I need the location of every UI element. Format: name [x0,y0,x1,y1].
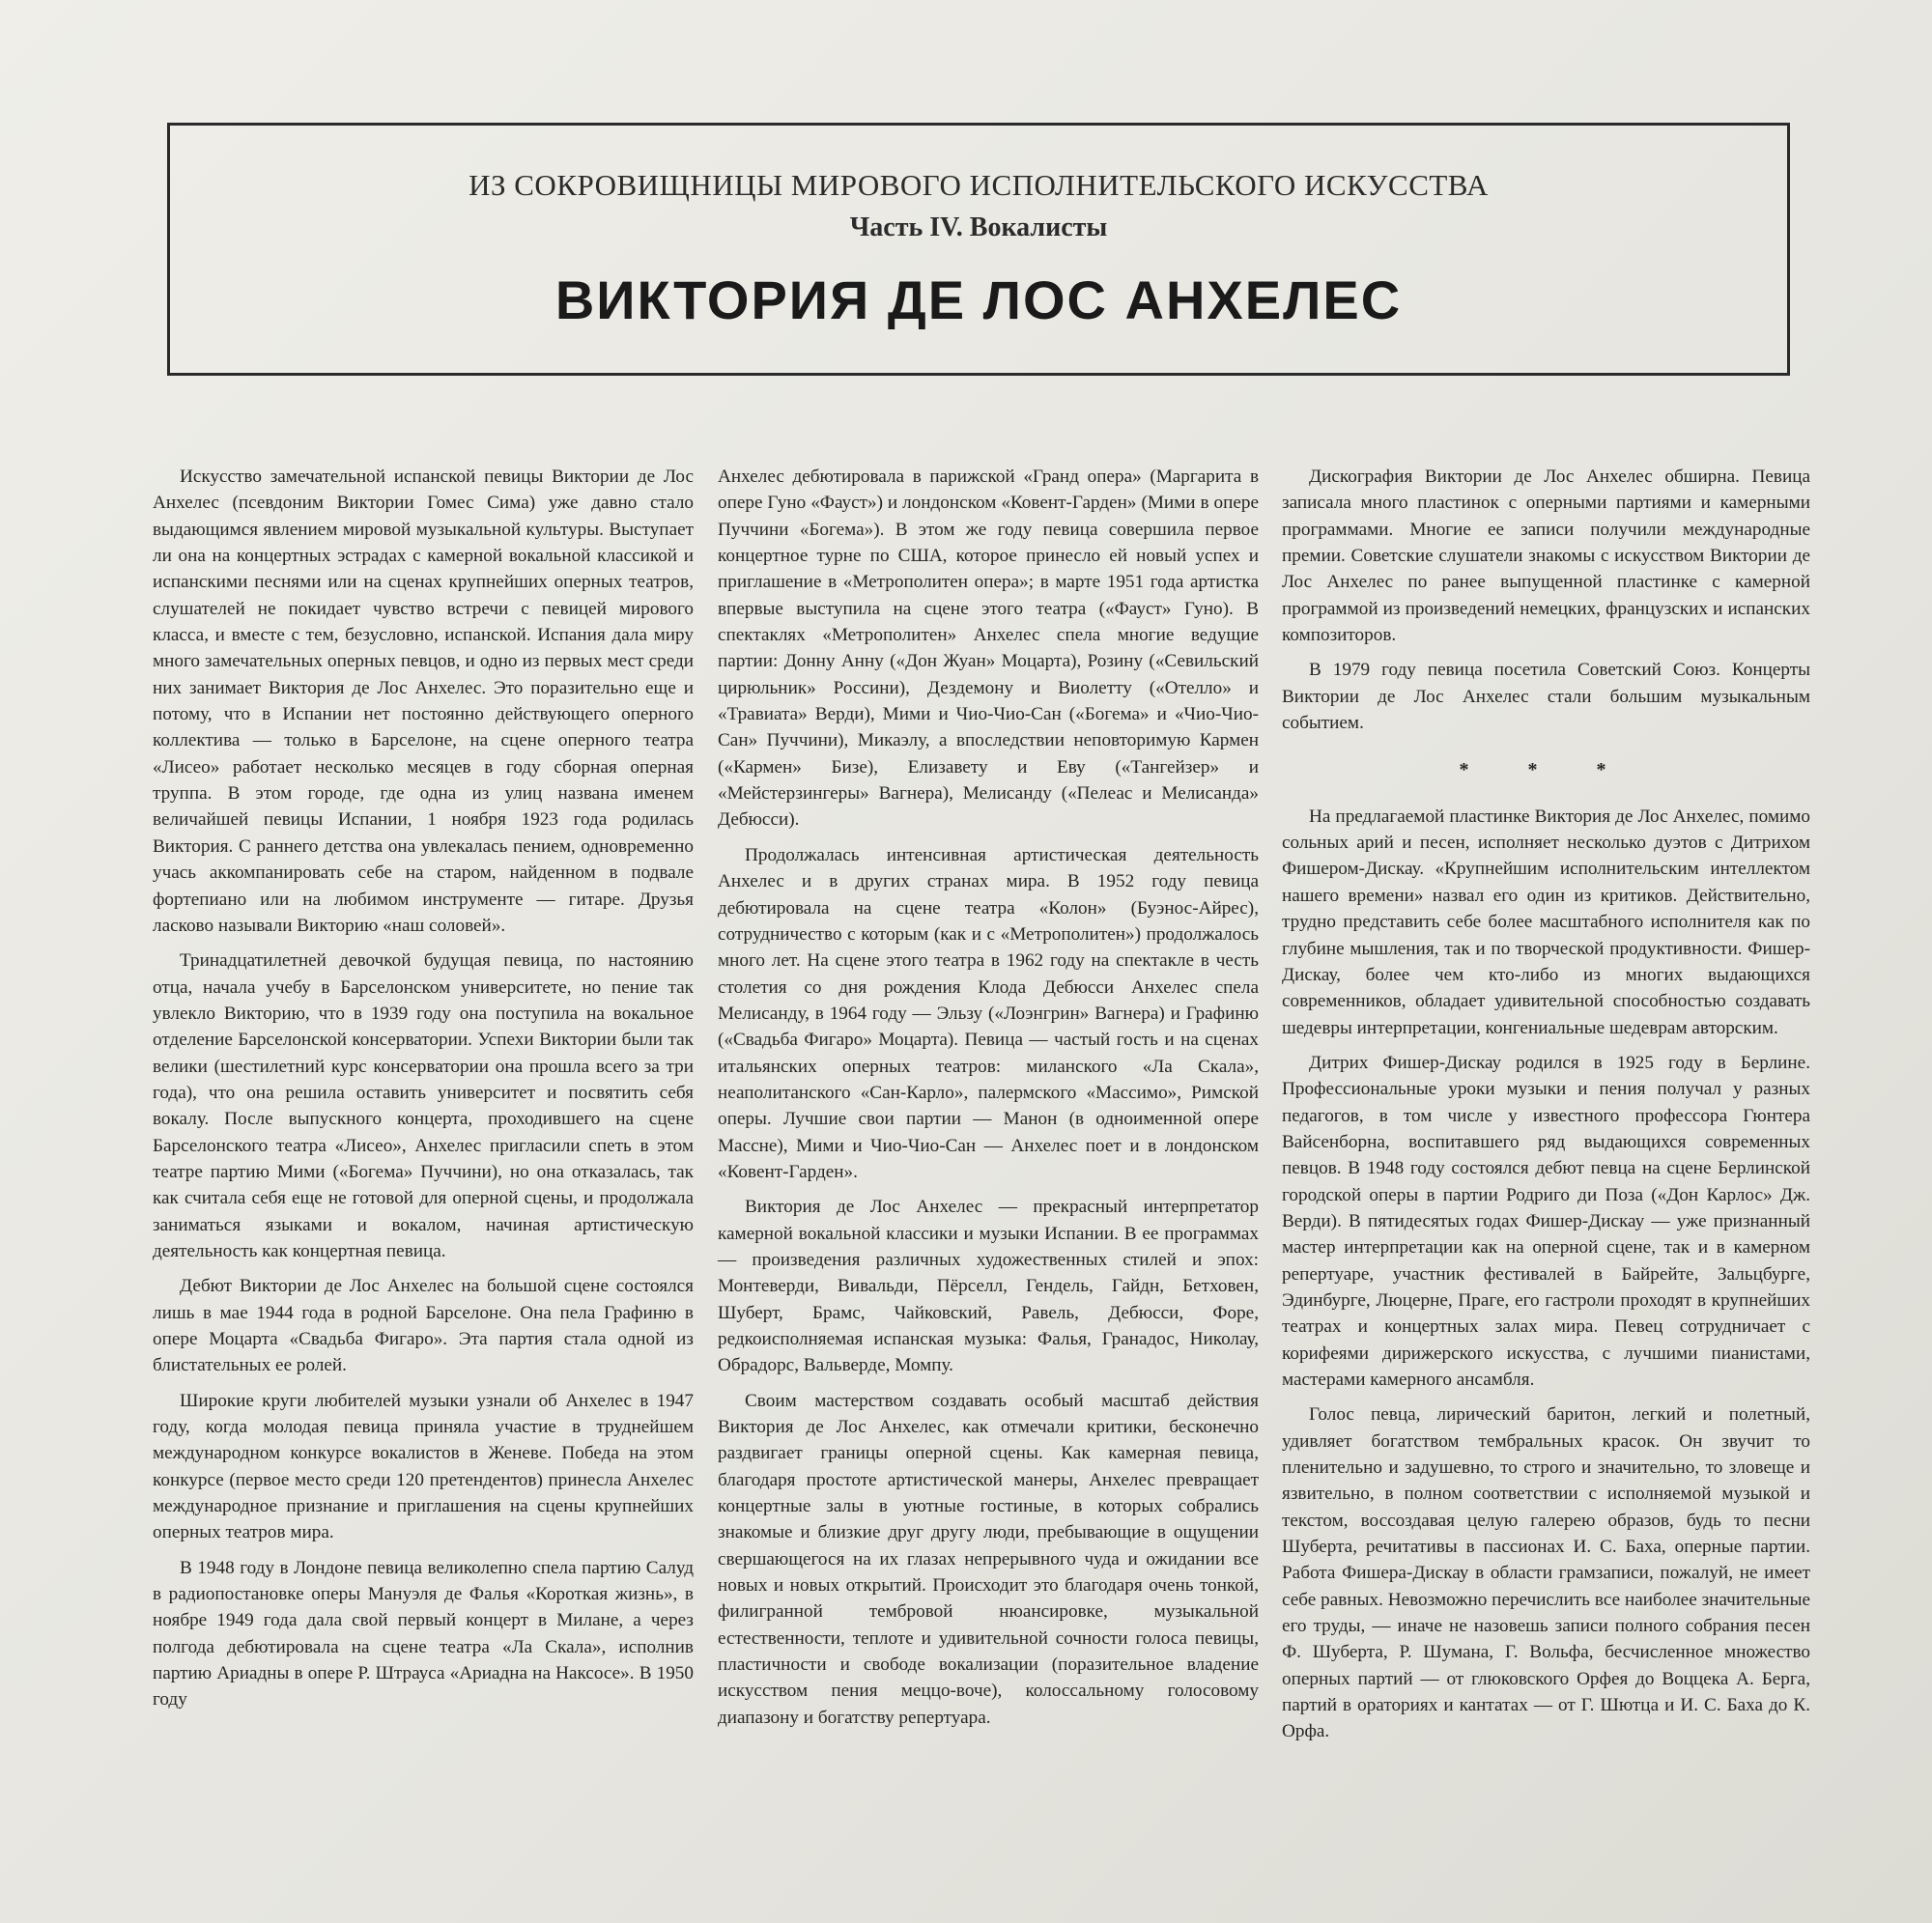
paragraph: Широкие круги любителей музыки узнали об Анхелес в 1947 году, когда молодая певица приняла участие в труднейшем международном конкурсе вокалистов в Женеве. Победа на этом конкурсе (первое место среди 120 претендентов) принесла Анхелес международное признание и приглашения на сцены крупнейших оперных театров мира. [153,1390,694,1543]
series-title: ИЗ СОКРОВИЩНИЦЫ МИРОВОГО ИСПОЛНИТЕЛЬСКОГО ИСКУССТВА [469,168,1489,202]
part-subtitle: Часть IV. Вокалисты [849,212,1108,242]
paragraph: Дитрих Фишер-Дискау родился в 1925 году в Берлине. Профессиональные уроки музыки и пения получал у разных педагогов, в том числе у известного профессора Гюнтера Вайсенборна, воспитавшего ряд выдающихся современных певцов. В 1948 году состоялся дебют певца на сцене Берлинской городской оперы в партии Родриго ди Поза («Дон Карлос» Дж. Верди). В пятидесятых годах Фишер-Дискау — уже признанный мастер интерпретации как на оперной сцене, так и в камерном репертуаре, участник фестивалей в Байрейте, Зальцбурге, Эдинбурге, Люцерне, Праге, его гастроли проходят в крупнейших театрах и концертных залах мира. Певец сотрудничает с корифеями дирижерского искусства, с лучшими пианистами, мастерами камерного ансамбля. [1282,1052,1810,1390]
text-column-1 [153,464,694,1722]
text-column-2 [718,464,1259,1739]
paragraph: Анхелес дебютировала в парижской «Гранд опера» (Маргарита в опере Гуно «Фауст») и лондонском «Ковент-Гарден» (Мими в опере Пуччини «Богема»). В этом же году певица совершила первое концертное турне по США, которое принесло ей новый успех и приглашение в «Метрополитен опера»; в марте 1951 года артистка впервые выступила на сцене этого театра («Фауст» Гуно). В спектаклях «Метрополитен» Анхелес спела многие ведущие партии: Донну Анну («Дон Жуан» Моцарта), Розину («Севильский цирюльник» Россини), Дездемону и Виолетту («Отелло» и «Травиата» Верди), Мими и Чио-Чио-Сан («Богема» и «Чио-Чио-Сан» Пуччини), Микаэлу, а впоследствии неповторимую Кармен («Кармен» Бизе), Елизавету и Еву («Тангейзер» и «Мейстерзингеры» Вагнера), Мелисанду («Пелеас и Мелисанда» Дебюсси). [718,467,1259,831]
paragraph: Своим мастерством создавать особый масштаб действия Виктория де Лос Анхелес, как отмечали критики, бесконечно раздвигает границы оперной сцены. Как камерная певица, благодаря простоте артистической манеры, Анхелес превращает концертные залы в уютные гостиные, в которых собрались знакомые и близкие друг другу люди, пребывающие в ощущении свершающегося на их глазах непрерывного чуда и ожидании все новых и новых открытий. Происходит это благодаря очень тонкой, филигранной тембровой нюансировке, музыкальной естественности, теплоте и удивительной сочности голоса певицы, пластичности и свободе вокализации (поразительное владение искусством пения меццо-воче), колоссальному голосовому диапазону и богатству репертуара. [718,1390,1259,1728]
paragraph: В 1979 году певица посетила Советский Союз. Концерты Виктории де Лос Анхелес стали большим музыкальным событием. [1282,660,1810,734]
header-frame [167,123,1790,376]
section-separator: * * * [1459,759,1634,781]
paragraph: Голос певца, лирический баритон, легкий и полетный, удивляет богатством тембральных красок. Он звучит то пленительно и задушевно, то строго и значительно, то зловеще и язвительно, в полном соответствии с исполняемой музыкой и текстом, воссоздавая целую галерею образов, будь то песни Шуберта, речитативы в пассионах И. С. Баха, оперные партии. Работа Фишера-Дискау в области грамзаписи, пожалуй, не имеет себе равных. Невозможно перечислить все наиболее значительные его труды, — иначе не назовешь записи полного собрания песен Ф. Шуберта, Р. Шумана, Г. Вольфа, бесчисленное множество оперных партий — от глюковского Орфея до Воццека А. Берга, партий в ораториях и кантатах — от Г. Шютца и И. С. Баха до К. Орфа. [1282,1404,1810,1742]
paragraph: Дебют Виктории де Лос Анхелес на большой сцене состоялся лишь в мае 1944 года в родной Барселоне. Она пела Графиню в опере Моцарта «Свадьба Фигаро». Эта партия стала одной из блистательных ее ролей. [153,1276,694,1376]
paragraph: Тринадцатилетней девочкой будущая певица, по настоянию отца, начала учебу в Барселонском университете, но пение так увлекло Викторию, что в 1939 году она поступила на вокальное отделение Барселонской консерватории. Успехи Виктории были так велики (шестилетний курс консерватории она прошла всего за три года), что она решила оставить университет и посвятить себя вокалу. После выпускного концерта, проходившего на сцене Барселонского театра «Лисео», Анхелес пригласили спеть в этом театре партию Мими («Богема» Пуччини), но она отказалась, так как считала себя еще не готовой для оперной сцены, и продолжала заниматься языками и вокалом, начиная артистическую деятельность как концертная певица. [153,950,694,1261]
paragraph: В 1948 году в Лондоне певица великолепно спела партию Салуд в радиопостановке оперы Мануэля де Фалья «Короткая жизнь», в ноябре 1949 года дала свой первый концерт в Милане, а через полгода дебютировала на сцене театра «Ла Скала», исполнив партию Ариадны в опере Р. Штрауса «Ариадна на Наксосе». В 1950 году [153,1557,694,1711]
paragraph: Продолжалась интенсивная артистическая деятельность Анхелес и в других странах мира. В 1952 году певица дебютировала на сцене театра «Колон» (Буэнос-Айрес), сотрудничество с которым (как и с «Метрополитен») продолжалось много лет. На сцене этого театра в 1962 году на спектакле в честь столетия со дня рождения Клода Дебюсси Анхелес спела Мелисанду, в 1964 году — Эльзу («Лоэнгрин» Вагнера) и Графиню («Свадьба Фигаро» Моцарта). Певица — частый гость и на сценах итальянских оперных театров: миланского «Ла Скала», неаполитанского «Сан-Карло», палермского «Массимо», Римской оперы. Лучшие свои партии — Манон (в одноименной опере Массне), Мими и Чио-Чио-Сан — Анхелес поет и в лондонском «Ковент-Гарден». [718,844,1259,1182]
artist-title: ВИКТОРИЯ ДЕ ЛОС АНХЕЛЕС [554,269,1403,330]
paragraph: Виктория де Лос Анхелес — прекрасный интерпретатор камерной вокальной классики и музыки Испании. В ее программах — произведения различных художественных стилей и эпох: Монтеверди, Вивальди, Пёрселл, Гендель, Гайдн, Бетховен, Шуберт, Брамс, Чайковский, Равель, Дебюсси, Форе, редкоисполняемая испанская музыка: Фалья, Гранадос, Николау, Обрадорс, Вальверде, Момпу. [718,1197,1259,1376]
paragraph: На предлагаемой пластинке Виктория де Лос Анхелес, помимо сольных арий и песен, исполняет несколько дуэтов с Дитрихом Фишером-Дискау. «Крупнейшим исполнительским интеллектом нашего времени» назвал его один из критиков. Действительно, трудно представить себе более масштабного исполнителя как по глубине мышления, так и по творческой продуктивности. Фишер-Дискау, более чем кто-либо из многих выдающихся современников, обладает удивительной способностью создавать шедевры интерпретации, конгениальные шедеврам авторским. [1282,806,1810,1038]
text-column-3 [1282,464,1810,1754]
paragraph: Искусство замечательной испанской певицы Виктории де Лос Анхелес (псевдоним Виктории Гомес Сима) уже давно стало выдающимся явлением мировой музыкальной культуры. Выступает ли она на концертных эстрадах с камерной вокальной классикой и испанскими песнями или на сценах крупнейших оперных театров, слушателей не покидает чувство встречи с певицей мирового класса, и вместе с тем, безусловно, испанской. Испания дала миру много замечательных оперных певцов, и одно из первых мест среди них занимает Виктория де Лос Анхелес. Это поразительно еще и потому, что в Испании нет постоянно действующего оперного коллектива — только в Барселоне, на сцене оперного театра «Лисео» работает несколько месяцев в году сборная оперная труппа. В этом городе, где одна из улиц названа именем величайшей певицы Испании, 1 ноября 1923 года родилась Виктория. С раннего детства она увлекалась пением, одновременно учась аккомпанировать себе на старом, найденном в подвале фортепиано или на любимом инструменте — гитаре. Друзья ласково называли Викторию «наш соловей». [153,467,694,936]
paragraph: Дискография Виктории де Лос Анхелес обширна. Певица записала много пластинок с оперными партиями и камерными программами. Многие ее записи получили международные премии. Советские слушатели знакомы с искусством Виктории де Лос Анхелес по ранее выпущенной пластинке с камерной программой из произведений немецких, французских и испанских композиторов. [1282,467,1810,646]
